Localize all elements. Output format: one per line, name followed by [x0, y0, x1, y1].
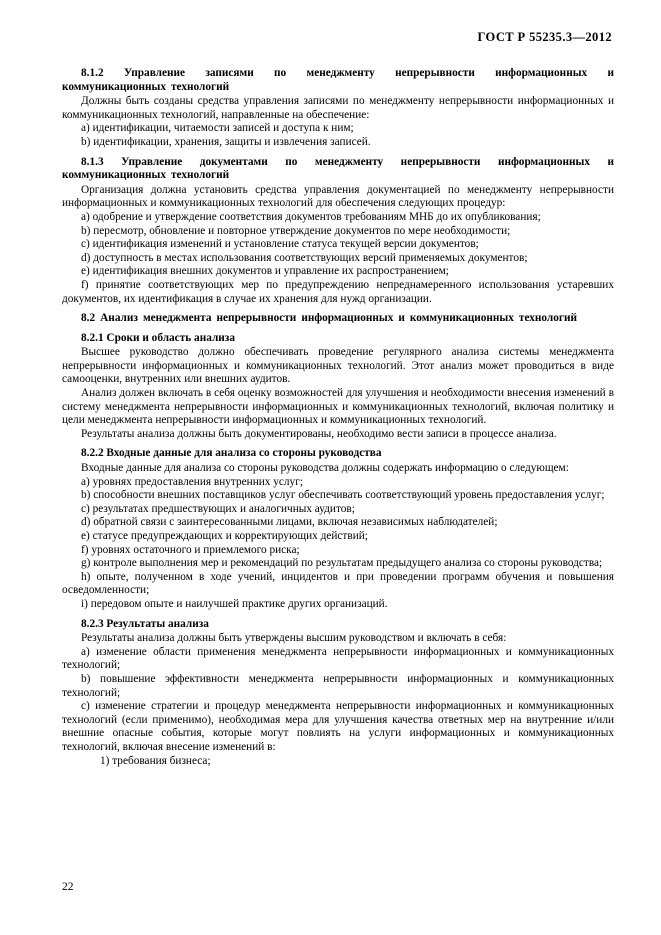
item-8-2-2-a: a) уровнях предоставления внутренних услуг;: [81, 475, 303, 488]
para-8-2-1-1: Высшее руководство должно обеспечивать проведение регулярного анализа системы менеджмента непрерывности информационных и коммуникационных технологий. Этот анализ может проводиться в виде самооценки, внутренних или внешних аудитов.: [62, 346, 614, 386]
heading-8-2: 8.2 Анализ менеджмента непрерывности информационных и коммуникационных технологий: [81, 312, 578, 325]
item-8-2-2-f: f) уровнях остаточного и приемлемого риска;: [81, 543, 300, 556]
item-8-1-3-a: a) одобрение и утверждение соответствия документов требованиям МНБ до их опубликования;: [81, 210, 541, 223]
heading-8-1-3: 8.1.3 Управление документами по менеджменту непрерывности информационных и коммуникационных технологий: [62, 155, 614, 182]
item-8-2-2-g: g) контроле выполнения мер и рекомендаций по результатам предыдущего анализа со стороны руководства;: [81, 557, 603, 570]
para-8-1-2-intro: Должны быть созданы средства управления записями по менеджменту непрерывности информационных и коммуникационных технологий, направленные на обеспечение:: [62, 95, 614, 121]
item-8-1-3-c: c) идентификация изменений и установление статуса текущей версии документов;: [81, 238, 479, 251]
page-header: ГОСТ Р 55235.3—2012: [477, 30, 612, 44]
para-8-2-1-3: Результаты анализа должны быть документированы, необходимо вести записи в процессе анализа.: [81, 427, 557, 440]
item-8-1-3-d: d) доступность в местах использования соответствующих версий применяемых документов;: [81, 251, 528, 264]
item-8-2-2-h: h) опыте, полученном в ходе учений, инцидентов и при проведении программ обучения и повышения осведомленности;: [62, 570, 614, 597]
item-8-2-3-c: c) изменение стратегии и процедур менеджмента непрерывности информационных и коммуникационных технологий (если применимо), необходимая мера для улучшения качества ответных мер на внутренние и/или внешние опасные события, которые могут повлиять на услуги информационных и коммуникационных технологий, включая внесение изменений в:: [62, 700, 614, 753]
item-8-1-2-a: a) идентификации, читаемости записей и доступа к ним;: [81, 122, 354, 135]
item-8-1-3-e: e) идентификация внешних документов и управление их распространением;: [81, 265, 449, 278]
para-8-1-3-intro: Организация должна установить средства управления документацией по менеджменту непрерывности информационных и коммуникационных технологий для обеспечения следующих процедур:: [62, 183, 614, 210]
item-8-2-2-b: b) способности внешних поставщиков услуг обеспечивать соответствующий уровень предоставления услуг;: [81, 489, 605, 502]
page-number: 22: [62, 881, 74, 893]
item-8-2-2-i: i) передовом опыте и наилучшей практике других организаций.: [81, 597, 388, 610]
para-8-2-2-intro: Входные данные для анализа со стороны руководства должны содержать информацию о следующем:: [81, 462, 569, 475]
heading-8-1-2: 8.1.2 Управление записями по менеджменту непрерывности информационных и коммуникационных технологий: [62, 67, 614, 93]
item-8-2-2-d: d) обратной связи с заинтересованными лицами, включая независимых наблюдателей;: [81, 516, 498, 529]
item-8-1-3-f: f) принятие соответствующих мер по предупреждению непреднамеренного использования устаревших документов, их идентификация в случае их хранения для нужд организации.: [62, 278, 614, 305]
item-8-2-2-c: c) результатах предшествующих и аналогичных аудитов;: [81, 502, 355, 515]
item-8-2-2-e: e) статусе предупреждающих и корректирующих действий;: [81, 530, 368, 542]
heading-8-2-3: 8.2.3 Результаты анализа: [81, 617, 209, 630]
para-8-2-1-2: Анализ должен включать в себя оценку возможностей для улучшения и необходимости внесения изменений в систему менеджмента непрерывности информационных и коммуникационных технологий, включая политику и цели менеджмента непрерывности информационных и коммуникационных технологий.: [62, 387, 614, 427]
heading-8-2-1: 8.2.1 Сроки и область анализа: [81, 331, 235, 344]
subitem-8-2-3-c-1: 1) требования бизнеса;: [100, 754, 211, 767]
para-8-2-3-intro: Результаты анализа должны быть утверждены высшим руководством и включать в себя:: [81, 632, 507, 645]
item-8-2-3-b: b) повышение эффективности менеджмента непрерывности информационных и коммуникационных технологий;: [62, 672, 614, 699]
heading-8-2-2: 8.2.2 Входные данные для анализа со стороны руководства: [81, 447, 382, 460]
item-8-1-3-b: b) пересмотр, обновление и повторное утверждение документов по мере необходимости;: [81, 224, 511, 237]
item-8-1-2-b: b) идентификации, хранения, защиты и извлечения записей.: [81, 135, 371, 148]
item-8-2-3-a: a) изменение области применения менеджмента непрерывности информационных и коммуникационных технологий;: [62, 645, 614, 672]
document-body: [62, 67, 614, 768]
